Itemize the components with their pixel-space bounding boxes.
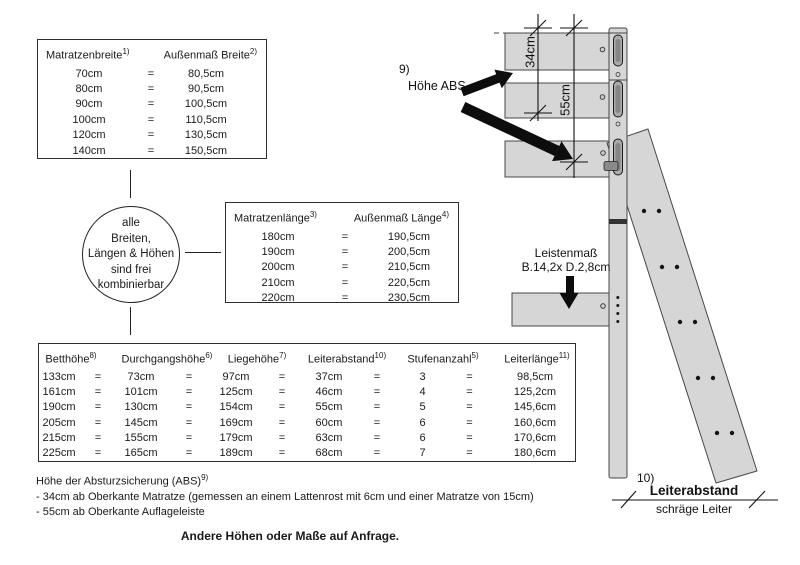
equals-sign: = bbox=[373, 447, 381, 460]
cell-value: 200cm bbox=[261, 261, 295, 274]
cell-value: 145cm bbox=[124, 416, 158, 429]
column-header: Leiterabstand$^{10)}$ bbox=[307, 351, 387, 366]
column-header: Betthöhe$^{8)}$ bbox=[45, 351, 97, 366]
cell-value: 6 bbox=[419, 416, 426, 429]
equals-sign: = bbox=[373, 371, 381, 383]
equals-sign: = bbox=[278, 416, 286, 429]
cell-value: 130cm bbox=[124, 401, 158, 414]
cell-value: 190cm bbox=[261, 246, 295, 259]
cell-value: 210cm bbox=[261, 276, 295, 289]
equals-sign: = bbox=[278, 431, 286, 444]
column-header: Liegehöhe$^{7)}$ bbox=[227, 351, 287, 366]
hinge-pin bbox=[604, 162, 618, 171]
equals-sign: = bbox=[147, 83, 155, 96]
screw bbox=[616, 122, 620, 126]
equals-sign: = bbox=[466, 431, 473, 444]
cell-value: 70cm bbox=[75, 67, 103, 80]
column-header: Stufenanzahl$^{5)}$ bbox=[407, 351, 479, 366]
cell-value: 170,6cm bbox=[513, 431, 557, 444]
cell-value: 150,5cm bbox=[184, 144, 228, 157]
cell-value: 125cm bbox=[219, 386, 253, 399]
equals-sign: = bbox=[185, 447, 193, 460]
cell-value: 46cm bbox=[315, 386, 343, 399]
column-header: Leiterlänge$^{11)}$ bbox=[504, 351, 570, 366]
cell-value: 130,5cm bbox=[184, 129, 228, 142]
connector-line-bottom bbox=[130, 307, 131, 335]
cell-value: 200,5cm bbox=[387, 246, 431, 259]
dim-55-label: 55cm bbox=[557, 84, 573, 116]
abs-label: Höhe ABS bbox=[408, 79, 466, 93]
table-row bbox=[38, 128, 266, 143]
equals-sign: = bbox=[94, 416, 102, 429]
cell-value: 180cm bbox=[261, 230, 295, 243]
bed-post bbox=[600, 28, 627, 478]
equals-sign: = bbox=[341, 292, 349, 305]
cell-value: 37cm bbox=[315, 371, 343, 383]
cell-value: 60cm bbox=[315, 416, 343, 429]
ladder-dim-label: Leiterabstand bbox=[649, 483, 739, 498]
cell-value: 190,5cm bbox=[387, 230, 431, 243]
cell-value: 63cm bbox=[315, 431, 343, 444]
equals-sign: = bbox=[466, 371, 473, 383]
cell-value: 154cm bbox=[219, 401, 253, 414]
cell-value: 120cm bbox=[72, 129, 106, 142]
post-joint bbox=[609, 219, 627, 224]
cell-value: 7 bbox=[419, 447, 426, 460]
table-row bbox=[38, 113, 266, 128]
ladder-distance-dimension bbox=[612, 471, 778, 516]
equals-sign: = bbox=[341, 276, 349, 289]
equals-sign: = bbox=[341, 246, 349, 259]
cell-value: 98,5cm bbox=[516, 371, 554, 383]
abs-ref-label: 9) bbox=[399, 62, 410, 76]
post-slots bbox=[614, 35, 623, 175]
equals-sign: = bbox=[466, 401, 473, 414]
equals-sign: = bbox=[147, 67, 155, 80]
equals-sign: = bbox=[185, 431, 193, 444]
cell-value: 6 bbox=[419, 431, 426, 444]
connector-line-right bbox=[185, 252, 221, 253]
cell-value: 179cm bbox=[219, 431, 253, 444]
cell-value: 133cm bbox=[42, 371, 76, 383]
column-header: Außenmaß Länge$^{4)}$ bbox=[353, 210, 449, 225]
table-row bbox=[38, 82, 266, 97]
cell-value: 3 bbox=[419, 371, 426, 383]
cell-value: 90cm bbox=[75, 98, 103, 111]
cell-value: 210,5cm bbox=[387, 261, 431, 274]
abs-arrow-upper bbox=[462, 78, 499, 92]
cell-value: 190cm bbox=[42, 401, 76, 414]
breite-rows bbox=[38, 67, 266, 159]
cell-value: 220cm bbox=[261, 292, 295, 305]
equals-sign: = bbox=[94, 447, 102, 460]
cell-value: 189cm bbox=[219, 447, 253, 460]
equals-sign: = bbox=[185, 371, 193, 383]
equals-sign: = bbox=[185, 386, 193, 399]
column-header: Matratzenlänge$^{3)}$ bbox=[234, 210, 317, 225]
abs-footnote-title: Höhe der Absturzsicherung (ABS)$^{9)}$ bbox=[36, 473, 209, 488]
cell-value: 5 bbox=[419, 401, 426, 414]
note-line: alle bbox=[122, 217, 140, 229]
equals-sign: = bbox=[94, 431, 102, 444]
equals-sign: = bbox=[147, 129, 155, 142]
equals-sign: = bbox=[94, 386, 102, 399]
matratzenbreite-table bbox=[37, 39, 267, 159]
equals-sign: = bbox=[94, 371, 102, 383]
cell-value: 68cm bbox=[315, 447, 343, 460]
dim-34-label: 34cm bbox=[522, 36, 538, 68]
column-header: Matratzenbreite$^{1)}$ bbox=[46, 47, 130, 62]
ladder-dim-sublabel: schräge Leiter bbox=[655, 502, 733, 516]
table-row bbox=[38, 97, 266, 112]
cell-value: 215cm bbox=[42, 431, 76, 444]
cell-value: 125,2cm bbox=[513, 386, 557, 399]
matratzenbreite-table-header bbox=[38, 40, 266, 63]
equals-sign: = bbox=[373, 386, 381, 399]
abs-footnote-item: - 55cm ab Oberkante Auflageleiste bbox=[36, 506, 205, 518]
cell-value: 165cm bbox=[124, 447, 158, 460]
note-line: kombinierbar bbox=[97, 279, 165, 291]
column-header: Durchgangshöhe$^{6)}$ bbox=[121, 351, 213, 366]
cell-value: 80,5cm bbox=[187, 67, 225, 80]
cell-value: 73cm bbox=[127, 371, 155, 383]
cell-value: 180,6cm bbox=[513, 447, 557, 460]
table-row bbox=[38, 144, 266, 159]
combination-note-circle bbox=[82, 206, 180, 303]
note-line: Breiten, bbox=[111, 232, 151, 245]
bed-rails bbox=[494, 33, 609, 326]
cell-value: 225cm bbox=[42, 447, 76, 460]
equals-sign: = bbox=[341, 230, 349, 243]
cell-value: 230,5cm bbox=[387, 292, 431, 305]
equals-sign: = bbox=[278, 447, 286, 460]
equals-sign: = bbox=[466, 386, 473, 399]
cell-value: 55cm bbox=[315, 401, 343, 414]
cell-value: 169cm bbox=[219, 416, 253, 429]
cell-value: 101cm bbox=[124, 386, 158, 399]
equals-sign: = bbox=[94, 401, 102, 414]
cell-value: 155cm bbox=[124, 431, 158, 444]
ladder bbox=[607, 129, 757, 483]
cell-value: 90,5cm bbox=[187, 83, 225, 96]
equals-sign: = bbox=[278, 371, 286, 383]
leisten-label-line2: B.14,2x D.2,8cm bbox=[521, 260, 611, 274]
cell-value: 4 bbox=[419, 386, 426, 399]
cell-value: 110,5cm bbox=[185, 113, 227, 126]
equals-sign: = bbox=[185, 416, 193, 429]
equals-sign: = bbox=[147, 144, 155, 157]
equals-sign: = bbox=[373, 401, 381, 414]
equals-sign: = bbox=[373, 431, 381, 444]
cell-value: 205cm bbox=[42, 416, 76, 429]
note-line: sind frei bbox=[110, 263, 152, 276]
cell-value: 100,5cm bbox=[184, 98, 228, 111]
equals-sign: = bbox=[185, 401, 193, 414]
table-row bbox=[38, 67, 266, 82]
equals-sign: = bbox=[147, 113, 155, 126]
cell-value: 220,5cm bbox=[387, 276, 431, 289]
leisten-label-line1: Leistenmaß bbox=[534, 246, 598, 260]
cell-value: 80cm bbox=[75, 83, 103, 96]
equals-sign: = bbox=[147, 98, 155, 111]
cell-value: 100cm bbox=[72, 113, 106, 126]
connector-line-top bbox=[130, 170, 131, 198]
screw bbox=[616, 73, 620, 77]
ladder-ref-label: 10) bbox=[637, 471, 655, 485]
equals-sign: = bbox=[466, 447, 473, 460]
cell-value: 160,6cm bbox=[513, 416, 557, 429]
request-note: Andere Höhen oder Maße auf Anfrage. bbox=[180, 529, 400, 543]
bed-ladder-drawing bbox=[390, 0, 800, 530]
abs-footnote-item: - 34cm ab Oberkante Matratze (gemessen an einem Lattenrost mit 6cm und einer Matratze von 15cm) bbox=[36, 491, 534, 503]
equals-sign: = bbox=[278, 401, 286, 414]
equals-sign: = bbox=[341, 261, 349, 274]
cell-value: 97cm bbox=[222, 371, 250, 383]
equals-sign: = bbox=[373, 416, 381, 429]
column-header: Außenmaß Breite$^{2)}$ bbox=[163, 47, 257, 62]
cell-value: 140cm bbox=[72, 144, 106, 157]
equals-sign: = bbox=[278, 386, 286, 399]
cell-value: 161cm bbox=[42, 386, 76, 399]
cell-value: 145,6cm bbox=[513, 401, 557, 414]
note-line: Längen & Höhen bbox=[87, 248, 175, 260]
equals-sign: = bbox=[466, 416, 473, 429]
